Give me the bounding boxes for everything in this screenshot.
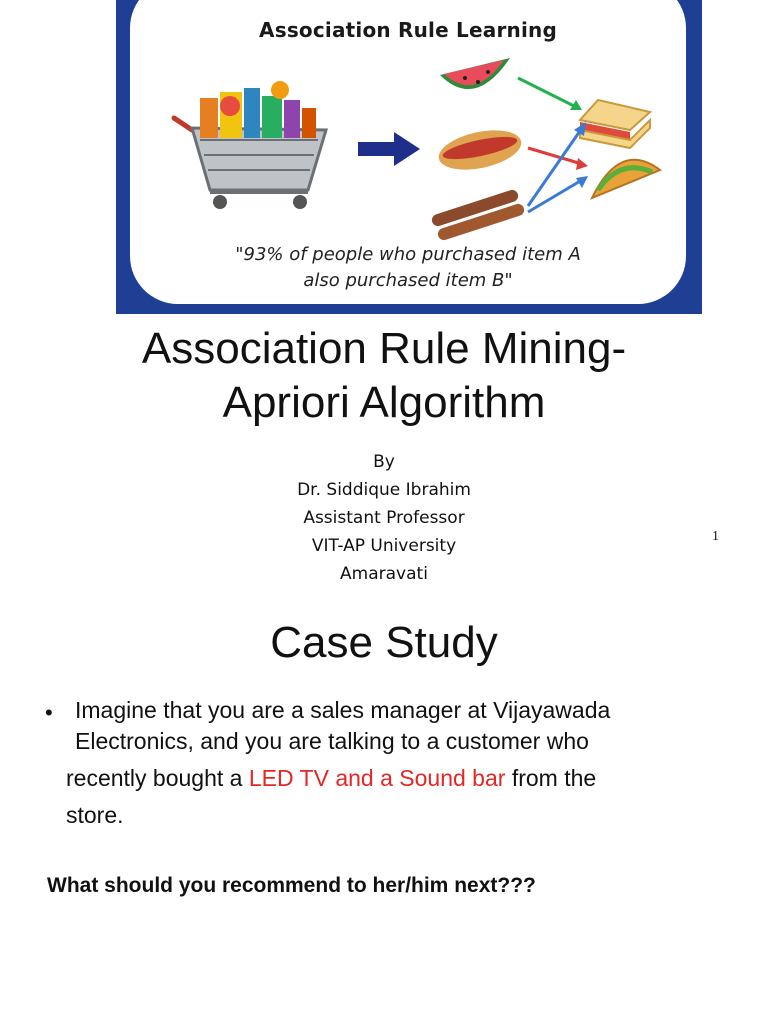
page-number: 1: [712, 529, 719, 544]
slide-title: [0, 322, 768, 430]
recommendation-question: What should you recommend to her/him next???: [47, 874, 536, 897]
bullet-icon: •: [45, 700, 53, 725]
paragraph-line1: Imagine that you are a sales manager at Vijayawada: [75, 697, 611, 723]
slide-title-line1: Association Rule Mining-: [141, 324, 627, 373]
banner-quote: [130, 242, 686, 294]
arrow-right-icon: [358, 132, 420, 166]
banner-panel: [130, 0, 686, 304]
banner-quote-line2: also purchased item B": [303, 270, 513, 291]
banner-quote-line1: "93% of people who purchased item A: [235, 244, 581, 265]
author-city: Amaravati: [340, 564, 428, 584]
author-position: Assistant Professor: [303, 508, 465, 528]
banner-title: Association Rule Learning: [259, 18, 557, 42]
line3-prefix: recently bought a: [66, 765, 249, 791]
shopping-cart-icon: [174, 81, 326, 209]
paragraph-line4: store.: [66, 802, 124, 828]
author-name: Dr. Siddique Ibrahim: [297, 480, 471, 500]
taco-icon: [592, 160, 660, 198]
association-arrows: [518, 78, 588, 212]
line3-suffix: from the: [505, 765, 597, 791]
paragraph-line3: [66, 765, 596, 792]
watermelon-icon: [440, 58, 510, 89]
banner-image: [116, 0, 702, 314]
byline-by: By: [373, 452, 395, 472]
case-study-title: Case Study: [270, 618, 498, 667]
slide-title-line2: Apriori Algorithm: [222, 378, 546, 427]
paragraph-line2: Electronics, and you are talking to a customer who: [75, 728, 589, 754]
cinnamon-icon: [430, 188, 525, 241]
author-university: VIT-AP University: [311, 536, 457, 556]
sandwich-icon: [580, 100, 650, 148]
hotdog-icon: [435, 124, 525, 177]
author-byline: [0, 448, 768, 588]
highlighted-products: LED TV and a Sound bar: [248, 765, 506, 791]
